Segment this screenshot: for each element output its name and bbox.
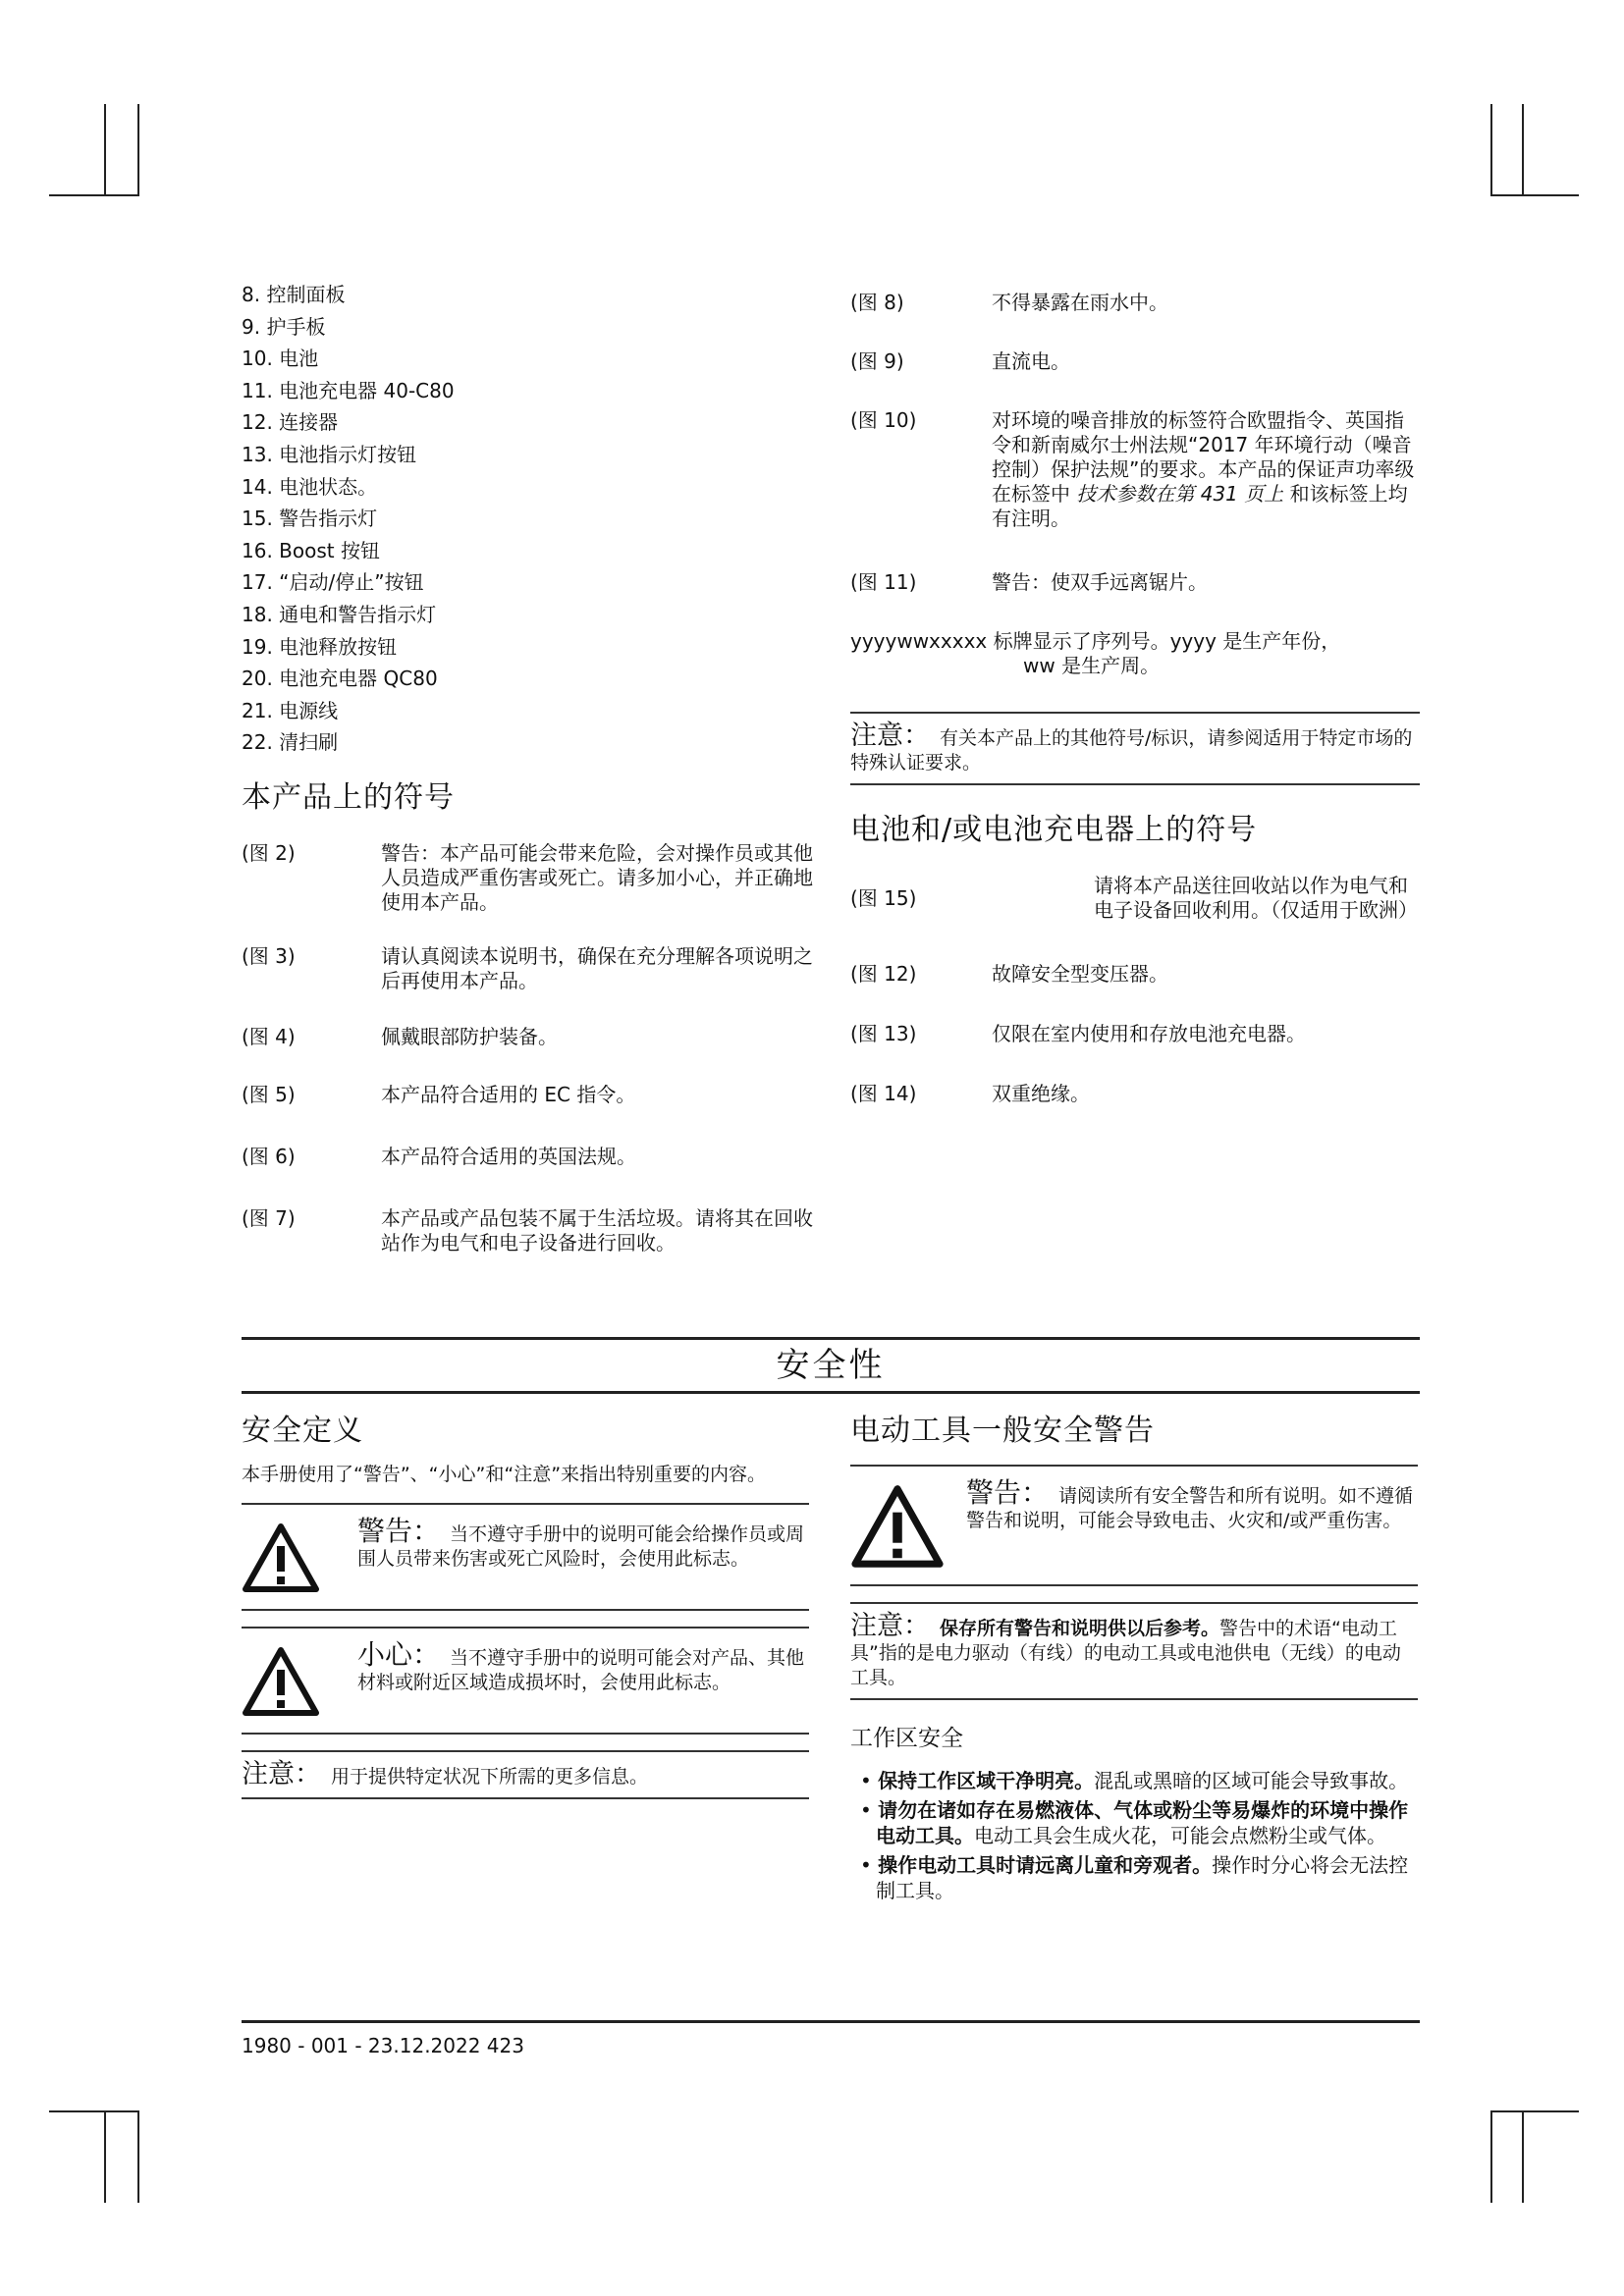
- symbol-desc: 警告：使双手远离锯片。: [992, 570, 1208, 594]
- list-item: 10. 电池: [242, 347, 319, 371]
- notice-keyword: 注意：: [850, 721, 930, 751]
- bullet-bold: 操作电动工具时请远离儿童和旁观者。: [878, 1853, 1213, 1877]
- notice-box: [850, 1602, 1418, 1700]
- safety-right-column: [850, 1406, 1418, 1907]
- bullet-text: 电动工具会生成火花，可能会点燃粉尘或气体。: [974, 1824, 1386, 1847]
- symbol-row: [242, 841, 813, 915]
- warning-text: 请阅读所有安全警告和所有说明。如不遵循警告和说明，可能会导致电击、火灾和/或严重伤害。: [966, 1485, 1414, 1531]
- crop-mark: [49, 194, 139, 196]
- safety-definitions-heading: 安全定义: [242, 1414, 363, 1448]
- notice-keyword: 注意：: [850, 1611, 930, 1641]
- warning-box: [242, 1503, 809, 1611]
- symbol-desc: [992, 874, 1420, 923]
- symbol-desc: 佩戴眼部防护装备。: [381, 1024, 558, 1048]
- symbol-row: [242, 1206, 813, 1255]
- footer-rule: [242, 2020, 1420, 2023]
- symbol-desc: 本产品符合适用的英国法规。: [381, 1144, 636, 1168]
- list-item: 9. 护手板: [242, 314, 326, 339]
- tech-data-link[interactable]: 技术参数在第 431 页上: [1076, 482, 1284, 506]
- caution-text: 当不遵守手册中的说明可能会对产品、其他材料或附近区域造成损坏时，会使用此标志。: [357, 1647, 805, 1693]
- notice-bold: 保存所有警告和说明供以后参考。: [940, 1618, 1220, 1639]
- crop-mark: [1490, 104, 1492, 196]
- symbol-ref: (图 12): [850, 962, 917, 986]
- symbol-desc: 本产品或产品包装不属于生活垃圾。请将其在回收站作为电气和电子设备进行回收。: [381, 1205, 813, 1255]
- notice-keyword: 注意：: [242, 1759, 321, 1789]
- list-item: • 请勿在诸如存在易燃液体、气体或粉尘等易爆炸的环境中操作电动工具。电动工具会生成火花，可能会点燃粉尘或气体。: [860, 1798, 1409, 1847]
- symbol-desc: 仅限在室内使用和存放电池充电器。: [992, 1022, 1306, 1045]
- symbol-row: [850, 291, 1420, 315]
- notice-box: [242, 1750, 809, 1799]
- list-item: 22. 清扫刷: [242, 730, 339, 755]
- symbol-row: [242, 944, 813, 993]
- symbol-desc: 双重绝缘。: [992, 1082, 1090, 1105]
- symbol-ref: (图 14): [850, 1082, 917, 1105]
- symbol-desc: 请认真阅读本说明书，确保在充分理解各项说明之后再使用本产品。: [381, 943, 813, 992]
- crop-mark: [1522, 2110, 1524, 2203]
- crop-mark: [49, 2110, 139, 2112]
- crop-mark: [1522, 104, 1524, 196]
- serial-note: [850, 629, 1420, 678]
- list-item: 12. 连接器: [242, 410, 339, 435]
- symbol-row: [850, 1082, 1420, 1106]
- symbol-ref: (图 11): [850, 570, 917, 594]
- warning-keyword: 警告：: [966, 1476, 1050, 1509]
- list-item: 8. 控制面板: [242, 283, 346, 306]
- warning-triangle-icon: [850, 1480, 966, 1573]
- warning-text: 当不遵守手册中的说明可能会给操作员或周围人员带来伤害或死亡风险时，会使用此标志。: [357, 1523, 805, 1570]
- left-column: [242, 279, 813, 1255]
- serial-line-2: ww 是生产周。: [1023, 654, 1161, 677]
- symbol-desc: 本产品符合适用的 EC 指令。: [381, 1082, 636, 1106]
- symbol-desc: [992, 408, 1420, 531]
- symbol-row: [850, 570, 1420, 595]
- crop-mark: [137, 2110, 139, 2203]
- symbol-row: [850, 349, 1420, 374]
- symbol-ref: (图 8): [850, 291, 904, 314]
- notice-text: 有关本产品上的其他符号/标识，请参阅适用于特定市场的特殊认证要求。: [850, 727, 1413, 774]
- symbol-row: [242, 1025, 813, 1049]
- symbol-ref: (图 4): [242, 1024, 296, 1048]
- symbol-ref: (图 7): [242, 1205, 296, 1230]
- symbol-desc-text: 请将本产品送往回收站以作为电气和电子设备回收利用。（仅适用于欧洲）: [1094, 874, 1418, 922]
- list-item: • 保持工作区域干净明亮。混乱或黑暗的区域可能会导致事故。: [860, 1769, 1409, 1792]
- list-item: • 操作电动工具时请远离儿童和旁观者。操作时分心将会无法控制工具。: [860, 1853, 1409, 1902]
- crop-mark: [104, 2110, 106, 2203]
- parts-list: [242, 279, 813, 759]
- safety-definitions-intro: 本手册使用了“警告”、“小心”和“注意”来指出特别重要的内容。: [242, 1464, 767, 1485]
- symbol-desc: 不得暴露在雨水中。: [992, 291, 1168, 314]
- safety-section-title: 安全性: [242, 1337, 1420, 1394]
- symbol-row: [850, 962, 1420, 987]
- crop-mark: [1490, 2110, 1579, 2112]
- notice-text: 用于提供特定状况下所需的更多信息。: [331, 1766, 649, 1788]
- list-item: 19. 电池释放按钮: [242, 634, 398, 659]
- symbol-desc: 警告：本产品可能会带来危险，会对操作员或其他人员造成严重伤害或死亡。请多加小心，并正确地使用本产品。: [381, 840, 813, 914]
- symbol-row: [850, 1022, 1420, 1046]
- warning-keyword: 警告：: [357, 1515, 441, 1547]
- crop-mark: [1490, 194, 1579, 196]
- battery-symbols-heading: 电池和/或电池充电器上的符号: [850, 813, 1258, 847]
- symbol-row: [242, 1145, 813, 1169]
- general-safety-heading: 电动工具一般安全警告: [850, 1414, 1155, 1448]
- symbol-ref: (图 13): [850, 1022, 917, 1045]
- warning-triangle-icon: [242, 1519, 357, 1597]
- work-area-heading: 工作区安全: [850, 1726, 963, 1751]
- list-item: 20. 电池充电器 QC80: [242, 667, 438, 691]
- notice-text: 警告中的术语“电动工具”指的是电力驱动（有线）的电动工具或电池供电（无线）的电动工具。: [850, 1618, 1401, 1688]
- symbol-ref: (图 2): [242, 840, 296, 865]
- caution-box: [242, 1627, 809, 1735]
- list-item: 16. Boost 按钮: [242, 538, 380, 562]
- symbol-ref: (图 6): [242, 1144, 296, 1168]
- symbol-ref: (图 5): [242, 1082, 296, 1106]
- list-item: 17. “启动/停止”按钮: [242, 570, 424, 595]
- symbol-row: [850, 408, 1420, 531]
- caution-keyword: 小心：: [357, 1638, 441, 1671]
- symbol-ref: (图 15): [850, 885, 917, 910]
- list-item: 14. 电池状态。: [242, 474, 378, 499]
- list-item: 18. 通电和警告指示灯: [242, 602, 437, 626]
- bullet-bold: 请勿在诸如存在易燃液体、气体或粉尘等易爆炸的环境中操作电动工具。: [876, 1798, 1409, 1847]
- list-item: 21. 电源线: [242, 698, 339, 722]
- product-symbols-heading: 本产品上的符号: [242, 779, 455, 815]
- warning-box: [850, 1465, 1418, 1586]
- bullet-text: 混乱或黑暗的区域可能会导致事故。: [1094, 1769, 1409, 1792]
- symbol-row: [850, 874, 1420, 923]
- symbol-ref: (图 3): [242, 943, 296, 968]
- symbol-desc-text: 对环境的噪音排放的标签符合欧盟指令、英国指令和新南威尔士州法规“2017 年环境行动（噪音控制）保护法规”的要求。本产品的保证声功率级在标签中: [992, 408, 1415, 506]
- page-footer: 1980 - 001 - 23.12.2022 423: [242, 2034, 524, 2057]
- list-item: 15. 警告指示灯: [242, 507, 378, 531]
- symbol-row: [242, 1083, 813, 1107]
- list-item: 11. 电池充电器 40-C80: [242, 378, 455, 402]
- symbol-ref: (图 10): [850, 408, 917, 432]
- list-item: 13. 电池指示灯按钮: [242, 442, 417, 466]
- crop-mark: [1490, 2110, 1492, 2203]
- caution-triangle-icon: [242, 1642, 357, 1721]
- symbol-ref: (图 9): [850, 349, 904, 373]
- bullet-text: 操作时分心将会无法控制工具。: [876, 1853, 1409, 1902]
- symbol-desc: 直流电。: [992, 349, 1070, 373]
- safety-left-column: [242, 1406, 809, 1799]
- right-column: [850, 291, 1420, 1106]
- crop-mark: [104, 104, 106, 196]
- crop-mark: [137, 104, 139, 196]
- symbol-desc: 故障安全型变压器。: [992, 962, 1168, 986]
- notice-box: [850, 712, 1420, 785]
- symbol-desc-text-after: 和该标签上均有注明。: [992, 482, 1408, 530]
- bullet-bold: 保持工作区域干净明亮。: [878, 1769, 1095, 1792]
- serial-line-1: yyyywwxxxxx 标牌显示了序列号。yyyy 是生产年份，: [850, 629, 1341, 653]
